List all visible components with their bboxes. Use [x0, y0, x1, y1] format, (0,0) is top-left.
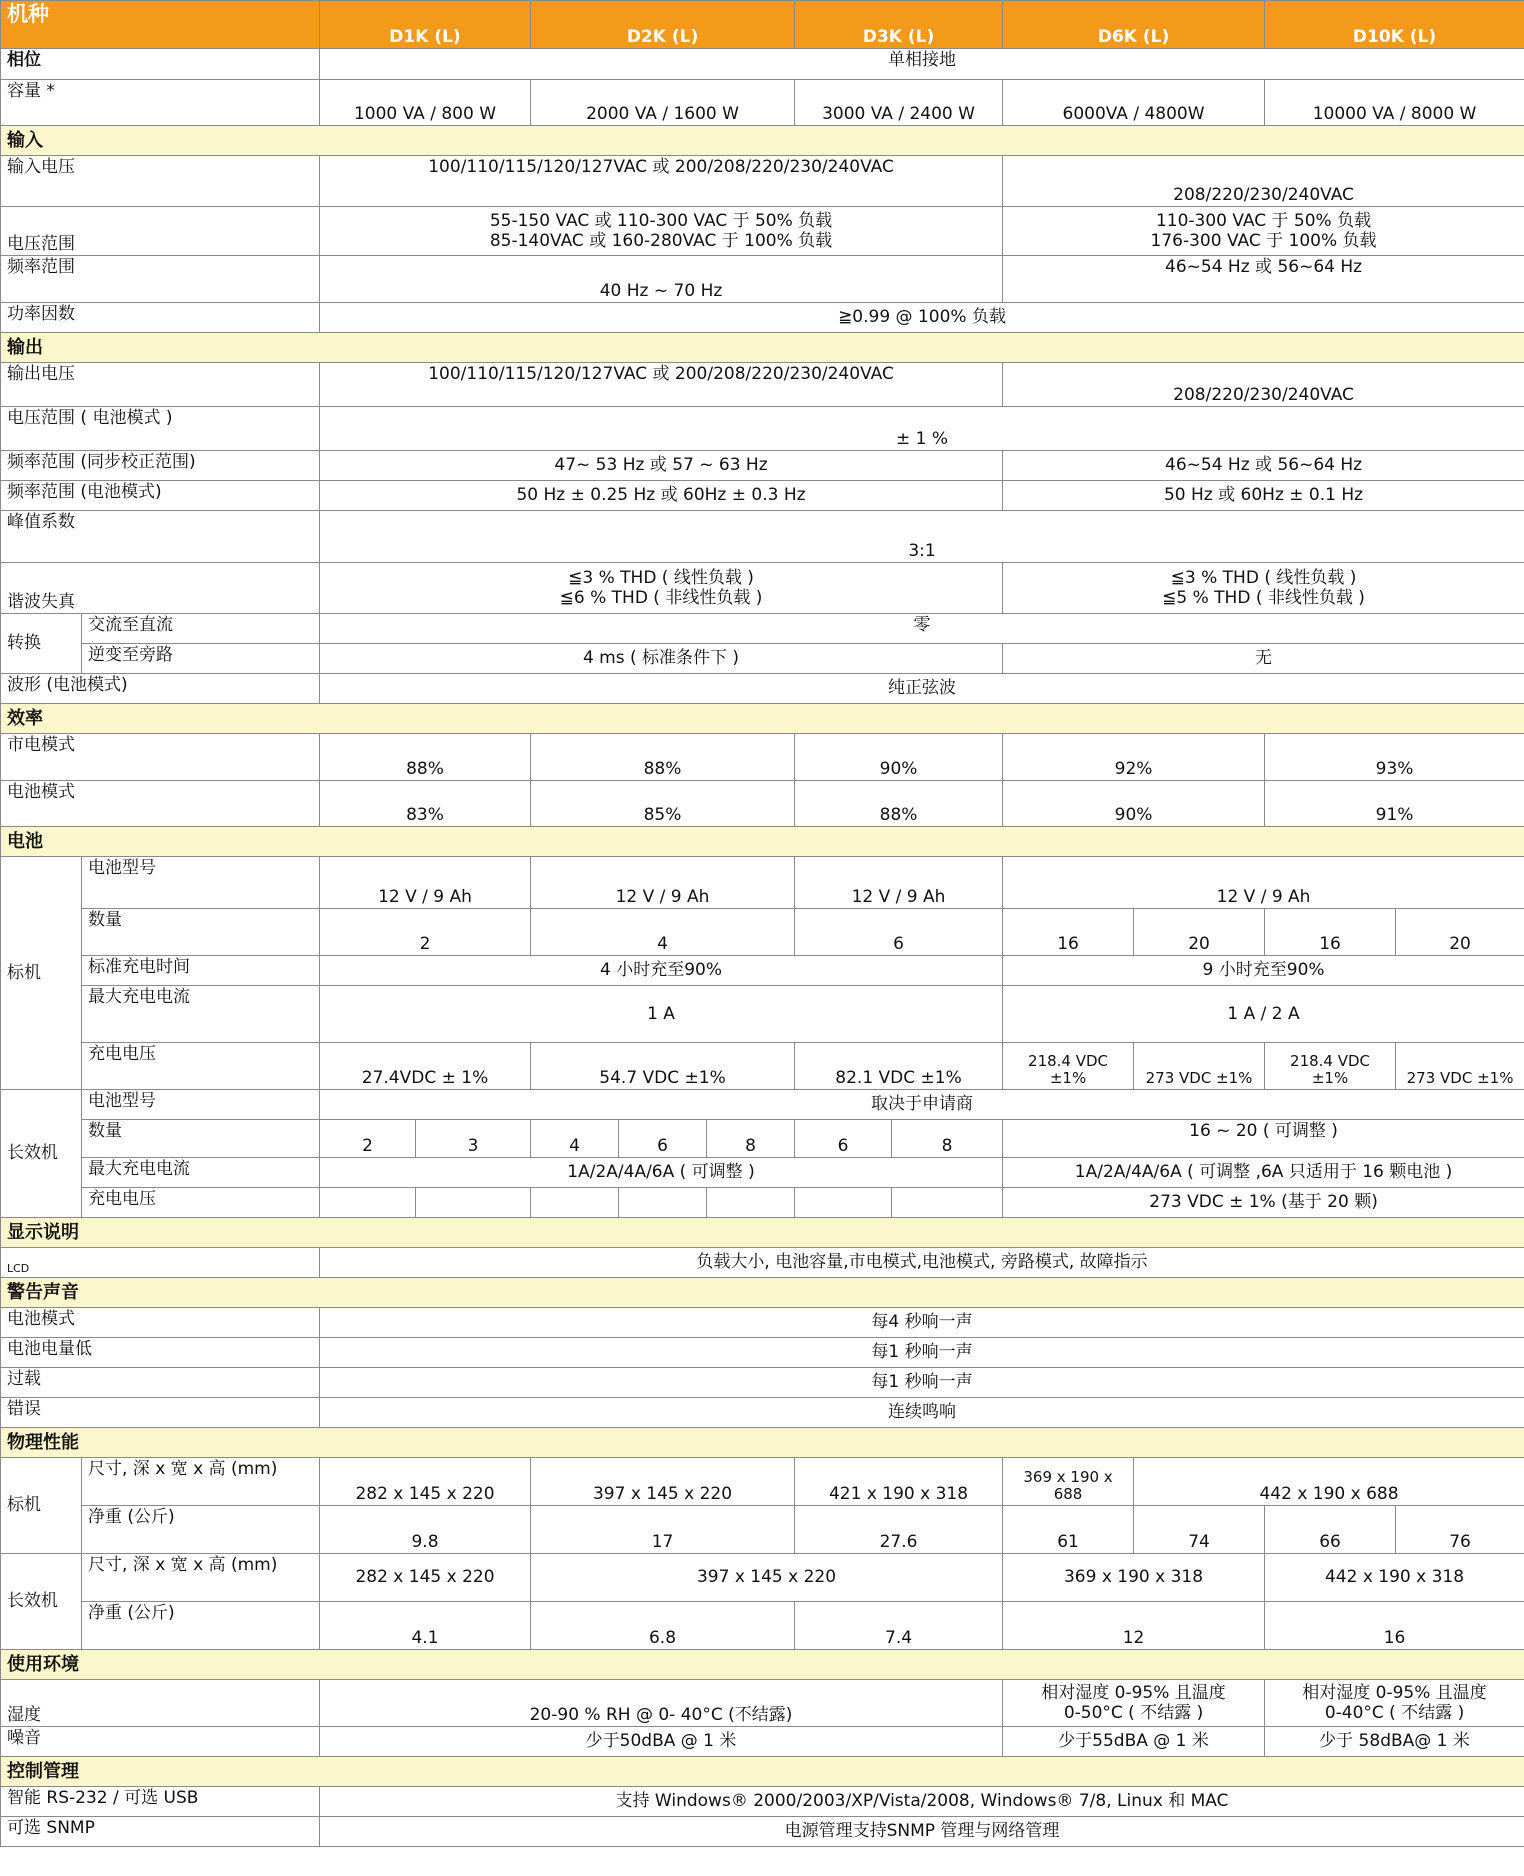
section-battery: 电池: [1, 827, 1524, 857]
alarm-overload-value: 每1 秒响一声: [320, 1368, 1524, 1398]
output-freq-batt-label: 频率范围 (电池模式): [1, 481, 320, 511]
alarm-low-battery-value: 每1 秒响一声: [320, 1338, 1524, 1368]
lr-cv-empty-2: [416, 1188, 531, 1218]
section-environment: 使用环境: [1, 1650, 1524, 1680]
humidity-d6k: [1003, 1680, 1265, 1727]
lr-cv-empty-4: [619, 1188, 707, 1218]
humidity-d6k-line2: 0-50°C ( 不结露 ): [1063, 1703, 1204, 1723]
phys-std-dim-d1k: 282 x 145 x 220: [320, 1458, 531, 1506]
lr-cv-empty-5: [707, 1188, 795, 1218]
thd-low-line1: ≦3 % THD ( 线性负载 ): [568, 567, 754, 588]
transfer-acdc-label: 交流至直流: [82, 614, 320, 644]
lcd-value: 负载大小, 电池容量,市电模式,电池模式, 旁路模式, 故障指示: [320, 1248, 1524, 1278]
section-efficiency: 效率: [1, 704, 1524, 734]
batt-cv-d6k-b: 273 VDC ±1%: [1134, 1043, 1265, 1090]
output-freq-sync-high: 46~54 Hz 或 56~64 Hz: [1003, 451, 1524, 481]
eff-batt-d6k: 90%: [1003, 781, 1265, 827]
humidity-label: 湿度: [1, 1680, 320, 1727]
eff-ac-d10k: 93%: [1265, 734, 1524, 781]
lr-max-current-high: 1A/2A/4A/6A ( 可调整 ,6A 只适用于 16 颗电池 ): [1003, 1158, 1524, 1188]
section-output: 输出: [1, 333, 1524, 363]
power-factor-value: ≧0.99 @ 100% 负载: [320, 303, 1524, 333]
lr-type-label: 电池型号: [82, 1090, 320, 1120]
eff-ac-label: 市电模式: [1, 734, 320, 781]
thd-high-line2: ≦5 % THD ( 非线性负载 ): [1162, 588, 1365, 608]
lr-qty-d3k-b: 8: [892, 1120, 1003, 1158]
phys-std-weight-label: 净重 (公斤): [82, 1506, 320, 1554]
batt-qty-d10k-b: 20: [1396, 909, 1524, 956]
batt-type-d3k: 12 V / 9 Ah: [795, 857, 1003, 909]
lr-max-current-label: 最大充电电流: [82, 1158, 320, 1188]
model-d10k: D10K (L): [1265, 1, 1524, 49]
eff-batt-d1k: 83%: [320, 781, 531, 827]
eff-ac-d6k: 92%: [1003, 734, 1265, 781]
transfer-inv-low: 4 ms ( 标准条件下 ): [320, 644, 1003, 674]
eff-batt-d10k: 91%: [1265, 781, 1524, 827]
output-freq-batt-high: 50 Hz 或 60Hz ± 0.1 Hz: [1003, 481, 1524, 511]
batt-cv-d10k-b: 273 VDC ±1%: [1396, 1043, 1524, 1090]
eff-ac-d3k: 90%: [795, 734, 1003, 781]
batt-qty-d10k-a: 16: [1265, 909, 1396, 956]
phys-lr-dim-label: 尺寸, 深 x 宽 x 高 (mm): [82, 1554, 320, 1602]
eff-batt-d2k: 85%: [531, 781, 795, 827]
batt-cv-d1k: 27.4VDC ± 1%: [320, 1043, 531, 1090]
smart-label: 智能 RS-232 / 可选 USB: [1, 1787, 320, 1817]
power-factor-label: 功率因数: [1, 303, 320, 333]
lr-cv-empty-6: [795, 1188, 892, 1218]
lr-charge-voltage-high: 273 VDC ± 1% (基于 20 颗): [1003, 1188, 1524, 1218]
phys-std-wt-d2k: 17: [531, 1506, 795, 1554]
batt-cv-d3k: 82.1 VDC ±1%: [795, 1043, 1003, 1090]
eff-batt-label: 电池模式: [1, 781, 320, 827]
transfer-label: 转换: [1, 614, 82, 674]
section-physical: 物理性能: [1, 1428, 1524, 1458]
batt-cv-d10k-a: 218.4 VDC ±1%: [1265, 1043, 1396, 1090]
lr-cv-empty-3: [531, 1188, 619, 1218]
thd-high-line1: ≦3 % THD ( 线性负载 ): [1170, 567, 1357, 588]
input-range-low-line2: 85-140VAC 或 160-280VAC 于 100% 负载: [489, 231, 833, 251]
humidity-d10k-line1: 相对湿度 0-95% 且温度: [1302, 1682, 1487, 1703]
snmp-value: 电源管理支持SNMP 管理与网络管理: [320, 1817, 1524, 1847]
model-header-label: 机种: [1, 1, 320, 49]
eff-ac-d2k: 88%: [531, 734, 795, 781]
input-range-high-line2: 176-300 VAC 于 100% 负载: [1150, 231, 1377, 251]
transfer-acdc-value: 零: [320, 614, 1524, 644]
phys-lr-wt-d3k: 7.4: [795, 1602, 1003, 1650]
output-freq-sync-label: 频率范围 (同步校正范围): [1, 451, 320, 481]
batt-max-current-high: 1 A / 2 A: [1003, 986, 1524, 1043]
lr-qty-d3k-a: 6: [795, 1120, 892, 1158]
lr-qty-d2k-b: 6: [619, 1120, 707, 1158]
section-input: 输入: [1, 126, 1524, 156]
batt-max-current-low: 1 A: [320, 986, 1003, 1043]
batt-type-d1k: 12 V / 9 Ah: [320, 857, 531, 909]
thd-low-line2: ≦6 % THD ( 非线性负载 ): [559, 588, 763, 608]
output-freq-sync-low: 47~ 53 Hz 或 57 ~ 63 Hz: [320, 451, 1003, 481]
lcd-label: LCD: [1, 1248, 320, 1278]
noise-d10k: 少于 58dBA@ 1 米: [1265, 1727, 1524, 1757]
capacity-d1k: 1000 VA / 800 W: [320, 80, 531, 126]
capacity-d2k: 2000 VA / 1600 W: [531, 80, 795, 126]
noise-low: 少于50dBA @ 1 米: [320, 1727, 1003, 1757]
smart-value: 支持 Windows® 2000/2003/XP/Vista/2008, Windows® 7/8, Linux 和 MAC: [320, 1787, 1524, 1817]
model-d2k: D2K (L): [531, 1, 795, 49]
model-d6k: D6K (L): [1003, 1, 1265, 49]
model-d1k: D1K (L): [320, 1, 531, 49]
batt-qty-d3k: 6: [795, 909, 1003, 956]
input-voltage-range-low: [320, 207, 1003, 256]
batt-charge-time-label: 标准充电时间: [82, 956, 320, 986]
phys-std-dim-d2k: 397 x 145 x 220: [531, 1458, 795, 1506]
lr-max-current-low: 1A/2A/4A/6A ( 可调整 ): [320, 1158, 1003, 1188]
batt-qty-d6k-a: 16: [1003, 909, 1134, 956]
phys-lr-dim-d6k: 369 x 190 x 318: [1003, 1554, 1265, 1602]
phys-std-wt-d6k-a: 61: [1003, 1506, 1134, 1554]
phys-lr-wt-d2k: 6.8: [531, 1602, 795, 1650]
lr-qty-high: 16 ~ 20 ( 可调整 ): [1003, 1120, 1524, 1158]
section-display: 显示说明: [1, 1218, 1524, 1248]
capacity-d3k: 3000 VA / 2400 W: [795, 80, 1003, 126]
batt-max-current-label: 最大充电电流: [82, 986, 320, 1043]
batt-type-d6k-d10k: 12 V / 9 Ah: [1003, 857, 1524, 909]
batt-cv-d6k-a: 218.4 VDC ±1%: [1003, 1043, 1134, 1090]
lr-charge-voltage-label: 充电电压: [82, 1188, 320, 1218]
battery-standard-label: 标机: [1, 857, 82, 1090]
noise-label: 噪音: [1, 1727, 320, 1757]
capacity-label: 容量 *: [1, 80, 320, 126]
batt-charge-time-low: 4 小时充至90%: [320, 956, 1003, 986]
input-range-low-line1: 55-150 VAC 或 110-300 VAC 于 50% 负载: [489, 210, 833, 231]
alarm-low-battery-label: 电池电量低: [1, 1338, 320, 1368]
transfer-inv-label: 逆变至旁路: [82, 644, 320, 674]
phys-lr-wt-d6k: 12: [1003, 1602, 1265, 1650]
phys-standard-label: 标机: [1, 1458, 82, 1554]
batt-qty-d6k-b: 20: [1134, 909, 1265, 956]
lr-cv-empty-1: [320, 1188, 416, 1218]
batt-charge-time-high: 9 小时充至90%: [1003, 956, 1524, 986]
phys-lr-dim-d1k: 282 x 145 x 220: [320, 1554, 531, 1602]
phys-lr-weight-label: 净重 (公斤): [82, 1602, 320, 1650]
waveform-label: 波形 (电池模式): [1, 674, 320, 704]
phys-lr-wt-d1k: 4.1: [320, 1602, 531, 1650]
phys-lr-wt-d10k: 16: [1265, 1602, 1524, 1650]
humidity-d10k: [1265, 1680, 1524, 1727]
input-range-high-line1: 110-300 VAC 于 50% 负载: [1155, 210, 1372, 231]
phys-std-wt-d3k: 27.6: [795, 1506, 1003, 1554]
alarm-overload-label: 过载: [1, 1368, 320, 1398]
crest-factor-label: 峰值系数: [1, 511, 320, 563]
thd-low: [320, 563, 1003, 614]
capacity-d10k: 10000 VA / 8000 W: [1265, 80, 1524, 126]
thd-high: [1003, 563, 1524, 614]
phase-value: 单相接地: [320, 49, 1524, 80]
capacity-d6k: 6000VA / 4800W: [1003, 80, 1265, 126]
humidity-d6k-line1: 相对湿度 0-95% 且温度: [1041, 1682, 1226, 1703]
lr-qty-label: 数量: [82, 1120, 320, 1158]
lr-qty-d2k-c: 8: [707, 1120, 795, 1158]
phys-std-wt-d1k: 9.8: [320, 1506, 531, 1554]
output-voltage-label: 输出电压: [1, 363, 320, 407]
alarm-fault-value: 连续鸣响: [320, 1398, 1524, 1428]
phys-std-wt-d10k-a: 66: [1265, 1506, 1396, 1554]
input-voltage-high: 208/220/230/240VAC: [1003, 156, 1524, 207]
transfer-inv-high: 无: [1003, 644, 1524, 674]
lr-qty-d1k-b: 3: [416, 1120, 531, 1158]
output-range-batt-label: 电压范围 ( 电池模式 ): [1, 407, 320, 451]
input-voltage-range-high: [1003, 207, 1524, 256]
output-voltage-high: 208/220/230/240VAC: [1003, 363, 1524, 407]
eff-batt-d3k: 88%: [795, 781, 1003, 827]
alarm-battery-mode-value: 每4 秒响一声: [320, 1308, 1524, 1338]
snmp-label: 可选 SNMP: [1, 1817, 320, 1847]
crest-factor-value: 3:1: [320, 511, 1524, 563]
alarm-battery-mode-label: 电池模式: [1, 1308, 320, 1338]
section-management: 控制管理: [1, 1757, 1524, 1787]
input-freq-label: 频率范围: [1, 256, 320, 303]
phys-std-dim-label: 尺寸, 深 x 宽 x 高 (mm): [82, 1458, 320, 1506]
input-freq-high: 46~54 Hz 或 56~64 Hz: [1003, 256, 1524, 303]
waveform-value: 纯正弦波: [320, 674, 1524, 704]
input-voltage-range-label: 电压范围: [1, 207, 320, 256]
batt-type-label: 电池型号: [82, 857, 320, 909]
phase-label: 相位: [1, 49, 320, 80]
alarm-fault-label: 错误: [1, 1398, 320, 1428]
phys-longrun-label: 长效机: [1, 1554, 82, 1650]
battery-longrun-label: 长效机: [1, 1090, 82, 1218]
phys-std-dim-d6k-d10k: 442 x 190 x 688: [1134, 1458, 1524, 1506]
model-d3k: D3K (L): [795, 1, 1003, 49]
input-voltage-label: 输入电压: [1, 156, 320, 207]
phys-std-wt-d10k-b: 76: [1396, 1506, 1524, 1554]
phys-std-dim-d6k-a: 369 x 190 x 688: [1003, 1458, 1134, 1506]
lr-qty-d2k-a: 4: [531, 1120, 619, 1158]
output-range-batt-value: ± 1 %: [320, 407, 1524, 451]
batt-charge-voltage-label: 充电电压: [82, 1043, 320, 1090]
lr-cv-empty-7: [892, 1188, 1003, 1218]
batt-qty-d2k: 4: [531, 909, 795, 956]
batt-qty-d1k: 2: [320, 909, 531, 956]
batt-cv-d2k: 54.7 VDC ±1%: [531, 1043, 795, 1090]
lr-qty-d1k-a: 2: [320, 1120, 416, 1158]
phys-std-wt-d6k-b: 74: [1134, 1506, 1265, 1554]
batt-qty-label: 数量: [82, 909, 320, 956]
input-voltage-low: 100/110/115/120/127VAC 或 200/208/220/230/240VAC: [320, 156, 1003, 207]
batt-type-d2k: 12 V / 9 Ah: [531, 857, 795, 909]
section-alarm: 警告声音: [1, 1278, 1524, 1308]
noise-d6k: 少于55dBA @ 1 米: [1003, 1727, 1265, 1757]
output-freq-batt-low: 50 Hz ± 0.25 Hz 或 60Hz ± 0.3 Hz: [320, 481, 1003, 511]
lr-type-value: 取决于申请商: [320, 1090, 1524, 1120]
thd-label: 谐波失真: [1, 563, 320, 614]
humidity-d10k-line2: 0-40°C ( 不结露 ): [1324, 1703, 1465, 1723]
eff-ac-d1k: 88%: [320, 734, 531, 781]
phys-lr-dim-d10k: 442 x 190 x 318: [1265, 1554, 1524, 1602]
humidity-low: 20-90 % RH @ 0- 40°C (不结露): [320, 1680, 1003, 1727]
header-row: [1, 1, 1524, 49]
output-voltage-low: 100/110/115/120/127VAC 或 200/208/220/230/240VAC: [320, 363, 1003, 407]
input-freq-low: 40 Hz ~ 70 Hz: [320, 256, 1003, 303]
phys-lr-dim-d2k-d3k: 397 x 145 x 220: [531, 1554, 1003, 1602]
phys-std-dim-d3k: 421 x 190 x 318: [795, 1458, 1003, 1506]
